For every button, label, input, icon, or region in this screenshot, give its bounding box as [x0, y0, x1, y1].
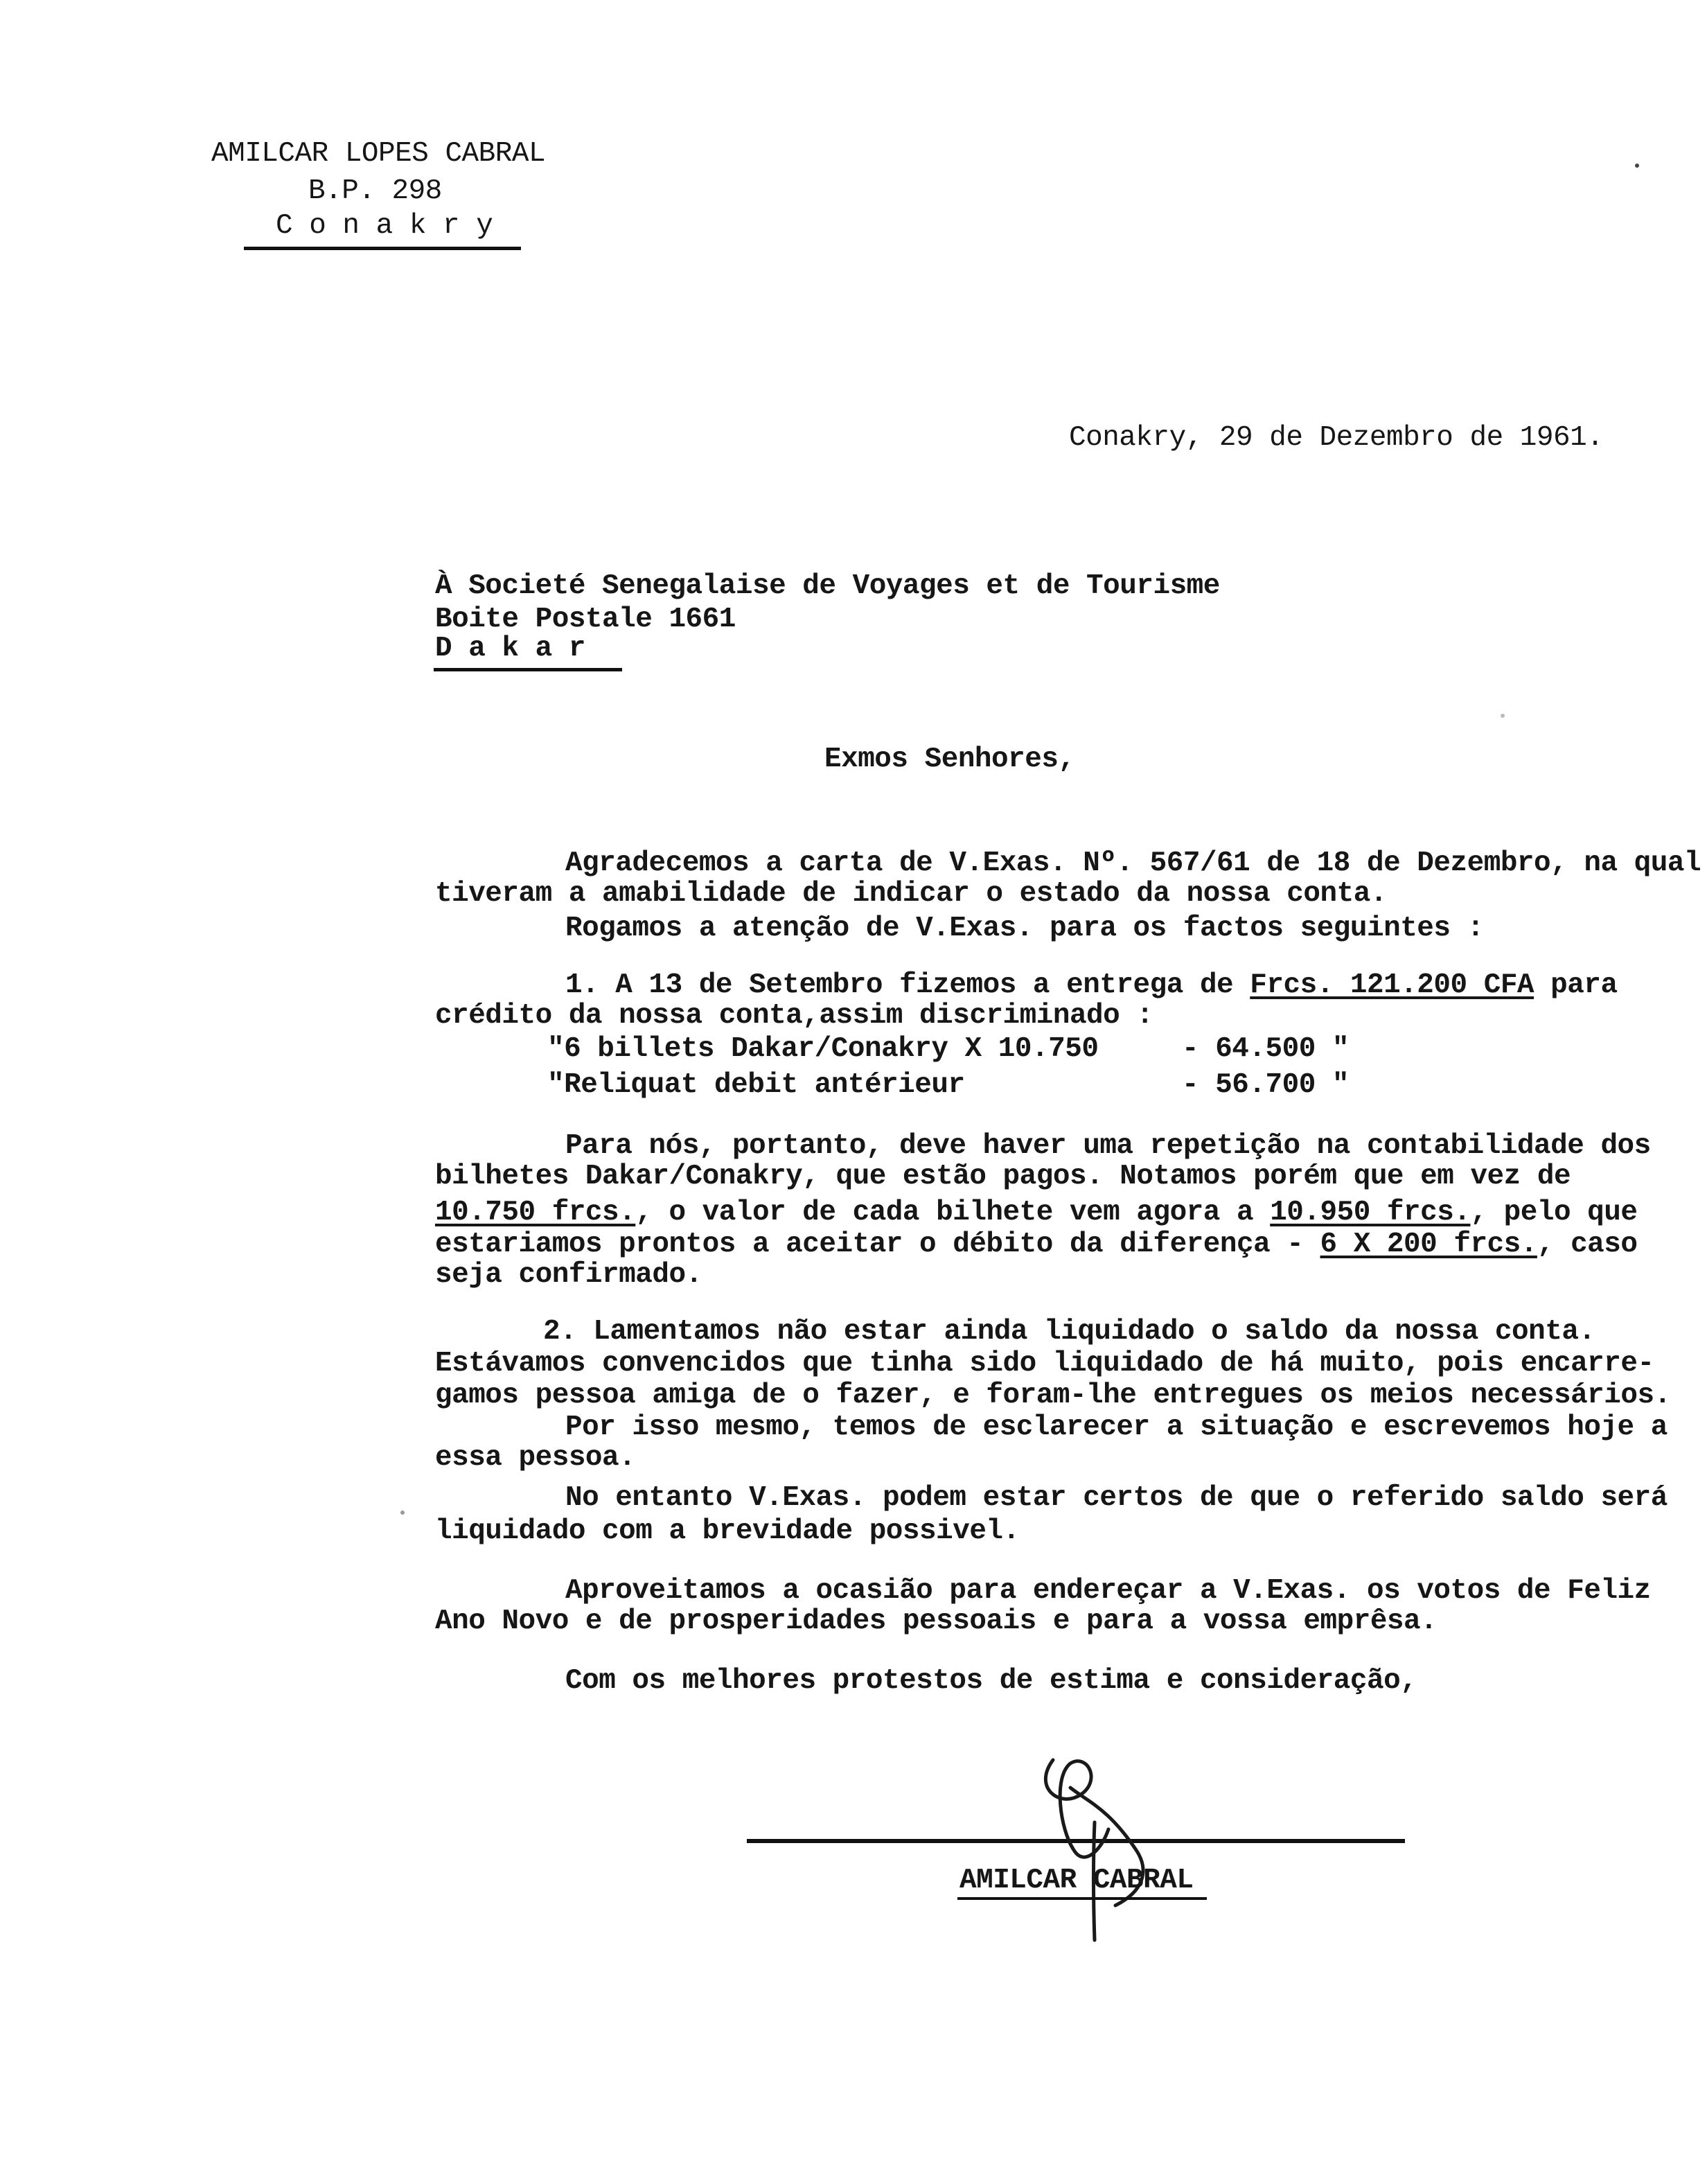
- salutation: Exmos Senhores,: [824, 743, 1075, 775]
- body-line: [435, 1229, 1638, 1260]
- body-line: Por isso mesmo, temos de esclarecer a situação e escrevemos hoje a: [565, 1411, 1668, 1443]
- signature-name-underline: [957, 1897, 1207, 1900]
- sender-box: B.P. 298: [308, 175, 442, 207]
- body-text: , o valor de cada bilhete vem agora a: [635, 1197, 1271, 1228]
- closing-line: Com os melhores protestos de estima e consideração,: [565, 1665, 1417, 1697]
- body-line: Rogamos a atenção de V.Exas. para os factos seguintes :: [565, 913, 1484, 944]
- body-line: [565, 970, 1618, 1001]
- recipient-line-2: Boite Postale 1661: [435, 604, 736, 635]
- body-line: [435, 1197, 1638, 1228]
- body-line: tiveram a amabilidade de indicar o estado da nossa conta.: [435, 878, 1387, 910]
- sender-city: C o n a k r y: [276, 210, 493, 242]
- scan-speck: [400, 1511, 405, 1515]
- body-text: 1. A 13 de Setembro fizemos a entrega de: [565, 969, 1250, 1001]
- body-line: Para nós, portanto, deve haver uma repetição na contabilidade dos: [565, 1130, 1651, 1162]
- account-item-value: - 56.700 ": [1182, 1069, 1350, 1101]
- body-line: crédito da nossa conta,assim discriminado :: [435, 1000, 1153, 1032]
- body-line: bilhetes Dakar/Conakry, que estão pagos. Notamos porém que em vez de: [435, 1161, 1571, 1192]
- sender-city-underline: [244, 247, 521, 250]
- recipient-line-1: À Societé Senegalaise de Voyages et de Tourisme: [435, 570, 1220, 602]
- scan-speck: [1635, 164, 1639, 168]
- price-underlined: 10.950 frcs.: [1270, 1197, 1471, 1228]
- account-item-label: "6 billets Dakar/Conakry X 10.750: [547, 1033, 1099, 1065]
- body-line: Agradecemos a carta de V.Exas. Nº. 567/61 de 18 de Dezembro, na qual: [565, 847, 1701, 879]
- sender-name: AMILCAR LOPES CABRAL: [211, 138, 546, 170]
- body-text: estariamos prontos a aceitar o débito da diferença -: [435, 1228, 1320, 1260]
- body-line: 2. Lamentamos não estar ainda liquidado o saldo da nossa conta.: [543, 1316, 1595, 1348]
- amount-underlined: Frcs. 121.200 CFA: [1250, 969, 1534, 1001]
- signature-name: AMILCAR CABRAL: [959, 1865, 1194, 1896]
- body-text: , pelo que: [1470, 1197, 1638, 1228]
- scan-speck: [1501, 714, 1505, 718]
- body-line: essa pessoa.: [435, 1442, 636, 1474]
- body-line: No entanto V.Exas. podem estar certos de que o referido saldo será: [565, 1482, 1668, 1514]
- body-text: , caso: [1537, 1228, 1638, 1260]
- price-underlined: 10.750 frcs.: [435, 1197, 636, 1228]
- account-item-value: - 64.500 ": [1182, 1033, 1350, 1065]
- recipient-line-3: D a k a r: [435, 633, 585, 664]
- body-line: seja confirmado.: [435, 1259, 702, 1291]
- body-text: para: [1534, 969, 1618, 1001]
- difference-underlined: 6 X 200 frcs.: [1320, 1228, 1537, 1260]
- body-line: liquidado com a brevidade possivel.: [435, 1515, 1020, 1547]
- body-line: Aproveitamos a ocasião para endereçar a V.Exas. os votos de Feliz: [565, 1575, 1651, 1607]
- account-item-label: "Reliquat debit antérieur: [547, 1069, 965, 1101]
- date-line: Conakry, 29 de Dezembro de 1961.: [1069, 422, 1604, 454]
- handwritten-signature: [1005, 1746, 1185, 1954]
- body-line: Ano Novo e de prosperidades pessoais e para a vossa emprêsa.: [435, 1605, 1438, 1637]
- body-line: Estávamos convencidos que tinha sido liquidado de há muito, pois encarre-: [435, 1348, 1654, 1380]
- body-line: gamos pessoa amiga de o fazer, e foram-lhe entregues os meios necessários.: [435, 1380, 1671, 1411]
- recipient-city-underline: [434, 668, 622, 671]
